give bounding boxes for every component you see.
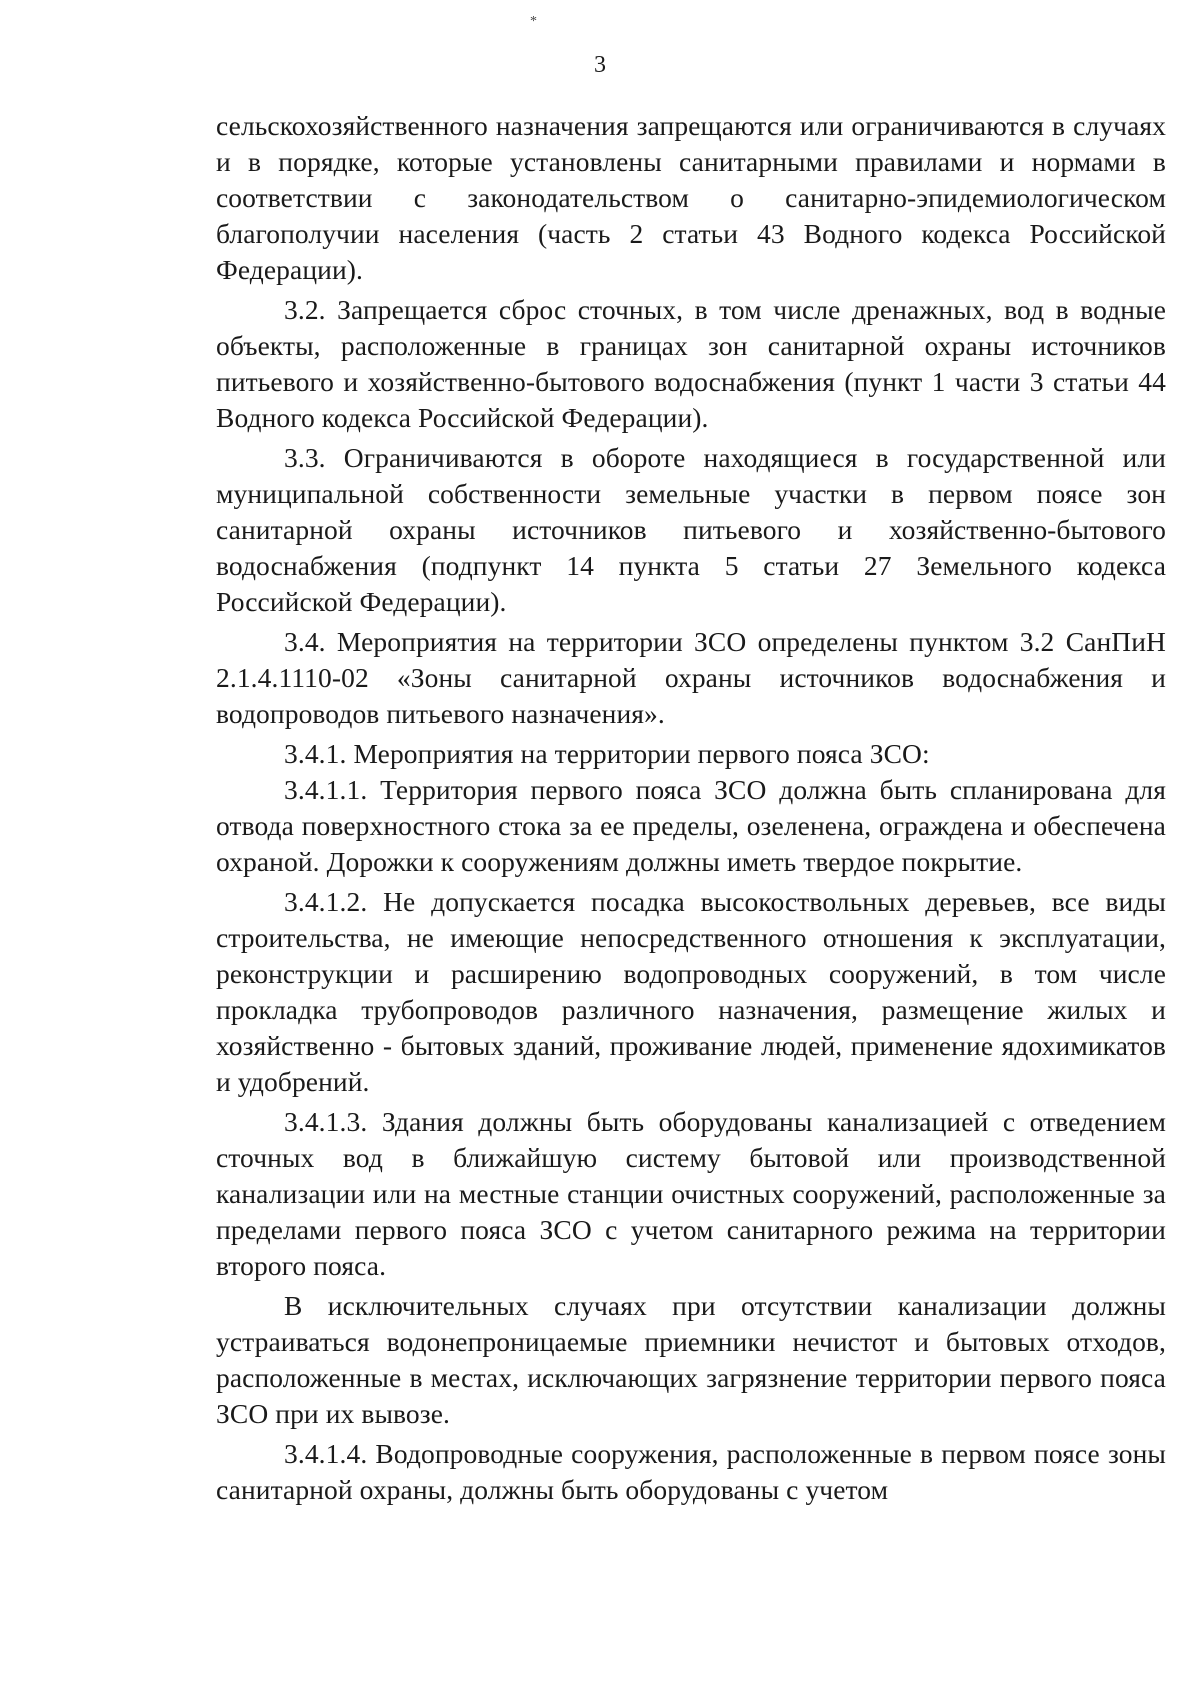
paragraph-3-4-1-1: 3.4.1.1. Территория первого пояса ЗСО должна быть спланирована для отвода поверхностного стока за ее пределы, озеленена, ограждена и обеспечена охраной. Дорожки к сооружениям должны иметь твердое покрытие. (216, 774, 1166, 877)
paragraph-exceptional-cases: В исключительных случаях при отсутствии канализации должны устраиваться водонепроницаемые приемники нечистот и бытовых отходов, расположенные в местах, исключающих загрязнение территории первого пояса ЗСО при их вывозе. (216, 1290, 1166, 1429)
paragraph-3-4: 3.4. Мероприятия на территории ЗСО определены пунктом 3.2 СанПиН 2.1.4.1110-02 «Зоны санитарной охраны источников водоснабжения и водопроводов питьевого назначения». (216, 626, 1166, 729)
scan-mark: * (530, 14, 537, 29)
page-number: 3 (594, 52, 606, 78)
paragraph-continuation: сельскохозяйственного назначения запрещаются или ограничиваются в случаях и в порядке, которые установлены санитарными правилами и нормами в соответствии с законодательством о санитарно-эпидемиологическом благополучии населения (часть 2 статьи 43 Водного кодекса Российской Федерации). (216, 110, 1166, 285)
paragraph-3-2: 3.2. Запрещается сброс сточных, в том числе дренажных, вод в водные объекты, расположенные в границах зон санитарной охраны источников питьевого и хозяйственно-бытового водоснабжения (пункт 1 части 3 статьи 44 Водного кодекса Российской Федерации). (216, 294, 1166, 433)
paragraph-3-4-1-4: 3.4.1.4. Водопроводные сооружения, расположенные в первом поясе зоны санитарной охраны, должны быть оборудованы с учетом (216, 1438, 1166, 1505)
paragraph-3-4-1-3: 3.4.1.3. Здания должны быть оборудованы канализацией с отведением сточных вод в ближайшую систему бытовой или производственной канализации или на местные станции очистных сооружений, расположенные за пределами первого пояса ЗСО с учетом санитарного режима на территории второго пояса. (216, 1106, 1166, 1281)
paragraph-3-4-1-2: 3.4.1.2. Не допускается посадка высокоствольных деревьев, все виды строительства, не имеющие непосредственного отношения к эксплуатации, реконструкции и расширению водопроводных сооружений, в том числе прокладка трубопроводов различного назначения, размещение жилых и хозяйственно - бытовых зданий, проживание людей, применение ядохимикатов и удобрений. (216, 886, 1166, 1097)
document-body (216, 108, 1166, 1512)
paragraph-3-3: 3.3. Ограничиваются в обороте находящиеся в государственной или муниципальной собственности земельные участки в первом поясе зон санитарной охраны источников питьевого и хозяйственно-бытового водоснабжения (подпункт 14 пункта 5 статьи 27 Земельного кодекса Российской Федерации). (216, 442, 1166, 617)
paragraph-3-4-1: 3.4.1. Мероприятия на территории первого пояса ЗСО: (284, 738, 930, 769)
